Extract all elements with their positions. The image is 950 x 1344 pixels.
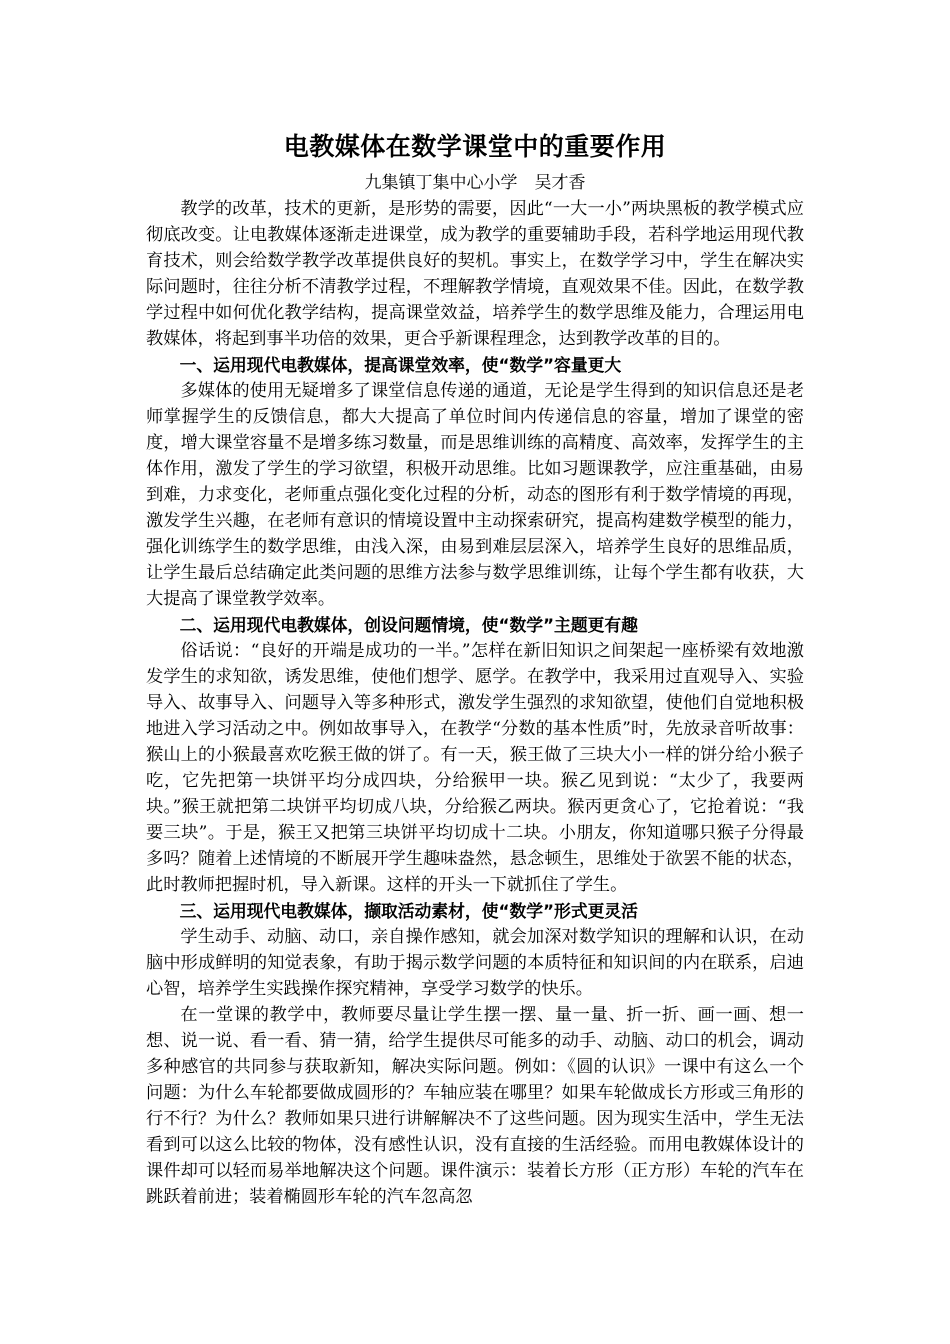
section-heading-3: 三、运用现代电教媒体，撷取活动素材，使“数学”形式更灵活 xyxy=(179,901,638,921)
section-heading-2: 二、运用现代电教媒体，创设问题情境，使“数学”主题更有趣 xyxy=(179,615,638,635)
section-1-paragraph-1: 多媒体的使用无疑增多了课堂信息传递的通道，无论是学生得到的知识信息还是老师掌握学生的反馈信息，都大大提高了单位时间内传递信息的容量，增加了课堂的密度，增大课堂容量不是增多练习数量，而是思维训练的高精度、高效率，发挥学生的主体作用，激发了学生的学习欲望，积极开动思维。比如习题课教学，应注重基础，由易到难，力求变化，老师重点强化变化过程的分析，动态的图形有利于数学情境的再现，激发学生兴趣，在老师有意识的情境设置中主动探索研究，提高构建数学模型的能力，强化训练学生的数学思维，由浅入深，由易到难层层深入，培养学生良好的思维品质，让学生最后总结确定此类问题的思维方法参与数学思维训练，让每个学生都有收获，大大提高了课堂教学效率。 xyxy=(146,381,804,609)
section-3-paragraph-2: 在一堂课的教学中，教师要尽量让学生摆一摆、量一量、折一折、画一画、想一想、说一说、看一看、猜一猜，给学生提供尽可能多的动手、动脑、动口的机会，调动多种感官的共同参与获取新知，解决实际问题。例如：《圆的认识》一课中有这么一个问题：为什么车轮都要做成圆形的？车轴应装在哪里？如果车轮做成长方形或三角形的行不行？为什么？教师如果只进行讲解解决不了这些问题。因为现实生活中，学生无法看到可以这么比较的物体，没有感性认识，没有直接的生活经验。而用电教媒体设计的课件却可以轻而易举地解决这个问题。课件演示：装着长方形（正方形）车轮的汽车在跳跃着前进；装着椭圆形车轮的汽车忽高忽 xyxy=(146,1005,804,1207)
document-page xyxy=(146,130,804,1210)
document-title: 电教媒体在数学课堂中的重要作用 xyxy=(283,132,667,161)
intro-paragraph: 教学的改革，技术的更新，是形势的需要，因此“一大一小”两块黑板的教学模式应彻底改变。让电教媒体逐渐走进课堂，成为教学的重要辅助手段，若科学地运用现代教育技术，则会给数学教学改革提供良好的契机。事实上，在数学学习中，学生在解决实际问题时，往往分析不清教学过程，不理解教学情境，直观效果不佳。因此，在数学教学过程中如何优化教学结构，提高课堂效益，培养学生的数学思维及能力，合理运用电教媒体，将起到事半功倍的效果，更合乎新课程理念，达到教学改革的目的。 xyxy=(146,199,804,349)
section-2-paragraph-1: 俗话说：“良好的开端是成功的一半。”怎样在新旧知识之间架起一座桥梁有效地激发学生的求知欲，诱发思维，使他们想学、愿学。在教学中，我采用过直观导入、实验导入、故事导入、问题导入等多种形式，激发学生强烈的求知欲望，使他们自觉地积极地进入学习活动之中。例如故事导入，在教学“分数的基本性质”时，先放录音听故事：猴山上的小猴最喜欢吃猴王做的饼了。有一天，猴王做了三块大小一样的饼分给小猴子吃，它先把第一块饼平均分成四块，分给猴甲一块。猴乙见到说：“太少了，我要两块。”猴王就把第二块饼平均切成八块，分给猴乙两块。猴丙更贪心了，它抢着说：“我要三块”。于是，猴王又把第三块饼平均切成十二块。小朋友，你知道哪只猴子分得最多吗？随着上述情境的不断展开学生趣味盎然，悬念顿生，思维处于欲罢不能的状态，此时教师把握时机，导入新课。这样的开头一下就抓住了学生。 xyxy=(146,641,804,895)
section-heading-1: 一、运用现代电教媒体，提高课堂效率，使“数学”容量更大 xyxy=(179,355,622,375)
section-3-paragraph-1: 学生动手、动脑、动口，亲自操作感知，就会加深对数学知识的理解和认识，在动脑中形成鲜明的知觉表象，有助于揭示数学问题的本质特征和知识间的内在联系，启迪心智，培养学生实践操作探究精神，享受学习数学的快乐。 xyxy=(146,927,804,999)
author-line: 九集镇丁集中心小学 吴才香 xyxy=(364,173,586,193)
